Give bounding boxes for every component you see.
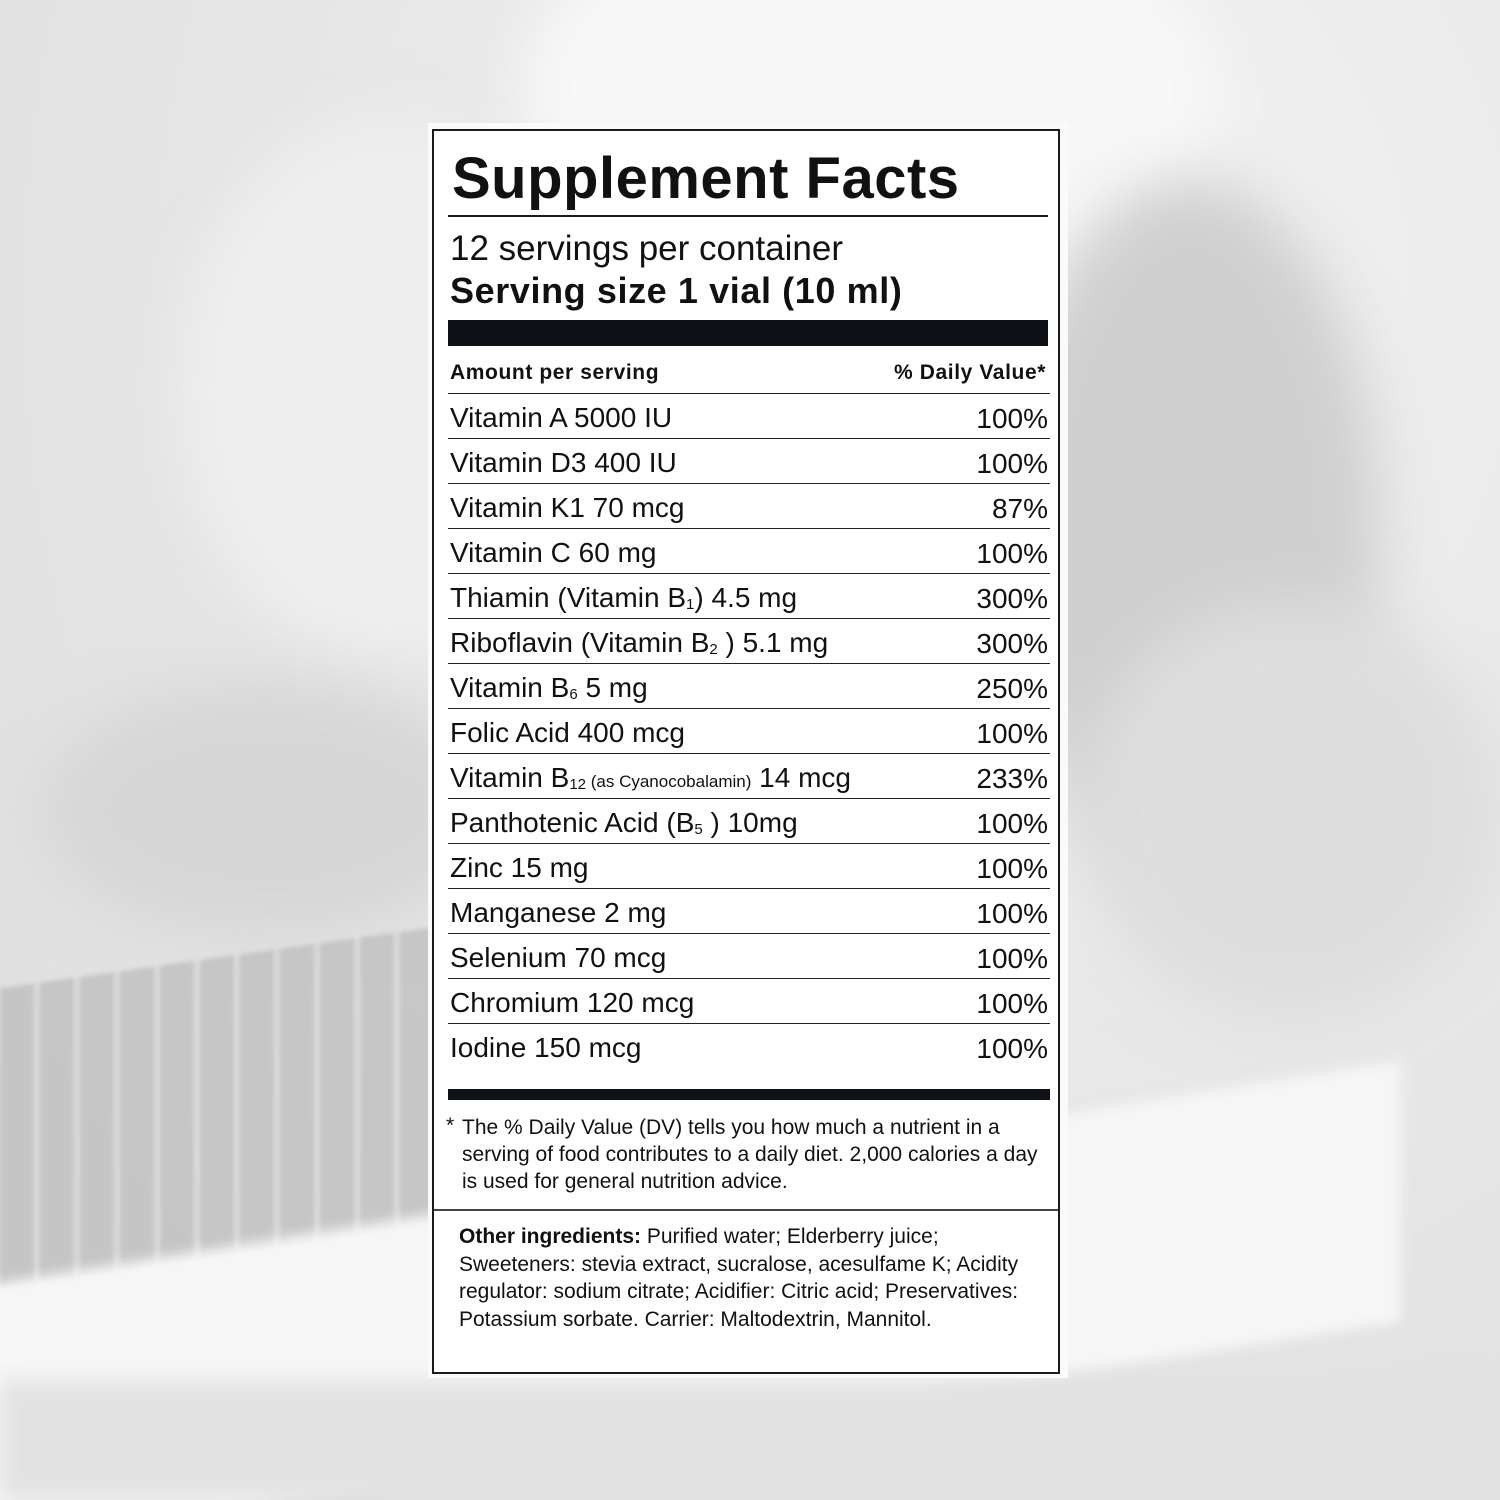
divider-ingredients <box>434 1209 1058 1211</box>
nutrient-name: Manganese 2 mg <box>450 897 667 928</box>
nutrient-row <box>448 528 1050 573</box>
nutrient-amount: 14 mcg <box>751 762 851 793</box>
nutrient-amount: ) 5.1 mg <box>717 627 829 658</box>
nutrient-subscript: 12 <box>569 776 587 793</box>
divider-thin <box>448 215 1048 217</box>
divider-thick <box>448 320 1048 346</box>
nutrient-daily-value: 100% <box>976 718 1048 749</box>
nutrient-subscript: 1 <box>686 596 695 613</box>
nutrient-daily-value: 300% <box>976 583 1048 614</box>
daily-value-header: % Daily Value* <box>894 361 1046 384</box>
nutrient-amount: 5 mg <box>577 672 648 703</box>
nutrient-name: Iodine 150 mcg <box>450 1032 642 1063</box>
nutrient-daily-value: 100% <box>976 403 1048 434</box>
other-ingredients <box>459 1223 1049 1333</box>
nutrient-daily-value: 100% <box>976 1033 1048 1064</box>
nutrient-daily-value: 100% <box>976 943 1048 974</box>
nutrient-daily-value: 100% <box>976 808 1048 839</box>
divider-thick-bottom <box>448 1089 1050 1100</box>
nutrient-row <box>448 753 1050 798</box>
nutrient-row <box>448 708 1050 753</box>
nutrient-daily-value: 250% <box>976 673 1048 704</box>
nutrient-daily-value: 100% <box>976 853 1048 884</box>
serving-size: Serving size 1 vial (10 ml) <box>450 270 903 311</box>
nutrient-name-part: Riboflavin (Vitamin B <box>450 627 710 658</box>
nutrient-daily-value: 100% <box>976 448 1048 479</box>
nutrient-name: Vitamin C 60 mg <box>450 537 657 568</box>
nutrient-subscript: 6 <box>569 686 578 703</box>
nutrient-name-part: Panthotenic Acid (B <box>450 807 695 838</box>
ingredients-text: Purified water; Elderberry juice; Sweeteners: stevia extract, sucralose, acesulfame K; Acidity regulator: sodium citrate; Acidifier: Citric acid; Preservatives: Potassium sorbate. Carrier: Maltodextrin, Mannitol. <box>459 1225 1019 1331</box>
nutrient-row <box>448 483 1050 528</box>
nutrient-row <box>448 1023 1050 1068</box>
nutrient-row <box>448 978 1050 1023</box>
servings-per-container: 12 servings per container <box>450 229 843 268</box>
nutrient-amount: ) 10mg <box>702 807 798 838</box>
nutrient-daily-value: 100% <box>976 538 1048 569</box>
nutrient-name-part: Thiamin (Vitamin B <box>450 582 687 613</box>
nutrient-row <box>448 798 1050 843</box>
background-blur <box>1080 600 1500 1020</box>
nutrient-subscript: 2 <box>709 641 718 658</box>
nutrient-row <box>448 438 1050 483</box>
nutrient-row <box>448 663 1050 708</box>
nutrient-name: Selenium 70 mcg <box>450 942 667 973</box>
label-title: Supplement Facts <box>452 146 960 211</box>
nutrient-table <box>448 393 1050 1068</box>
nutrient-name: Chromium 120 mcg <box>450 987 695 1018</box>
nutrient-daily-value: 100% <box>976 988 1048 1019</box>
footnote-text: The % Daily Value (DV) tells you how much a nutrient in a serving of food contributes to a daily diet. 2,000 calories a day is used for general nutrition advice. <box>462 1116 1038 1193</box>
nutrient-row <box>448 843 1050 888</box>
nutrient-daily-value: 100% <box>976 898 1048 929</box>
footnote-asterisk: * <box>446 1114 455 1137</box>
nutrient-name: Zinc 15 mg <box>450 852 589 883</box>
nutrient-name: Vitamin D3 400 IU <box>450 447 677 478</box>
nutrient-row <box>448 888 1050 933</box>
background-desk <box>0 1380 1500 1500</box>
nutrient-row <box>448 618 1050 663</box>
nutrient-row <box>448 393 1050 438</box>
nutrient-daily-value: 233% <box>976 763 1048 794</box>
nutrient-name: Vitamin A 5000 IU <box>450 402 673 433</box>
nutrient-name: Vitamin K1 70 mcg <box>450 492 685 523</box>
nutrient-name-part: Vitamin B <box>450 672 570 703</box>
nutrient-amount: ) 4.5 mg <box>694 582 798 613</box>
nutrient-form-note: (as Cyanocobalamin) <box>586 772 752 791</box>
nutrient-daily-value: 87% <box>991 493 1048 524</box>
ingredients-label: Other ingredients: <box>459 1225 642 1248</box>
nutrient-row <box>448 573 1050 618</box>
nutrient-daily-value: 300% <box>976 628 1048 659</box>
supplement-facts-label <box>432 129 1060 1374</box>
nutrient-name-part: Vitamin B <box>450 762 570 793</box>
nutrient-subscript: 5 <box>694 821 703 838</box>
daily-value-footnote <box>446 1114 1050 1195</box>
nutrient-row <box>448 933 1050 978</box>
amount-per-serving-header: Amount per serving <box>450 361 660 384</box>
nutrient-name: Folic Acid 400 mcg <box>450 717 685 748</box>
